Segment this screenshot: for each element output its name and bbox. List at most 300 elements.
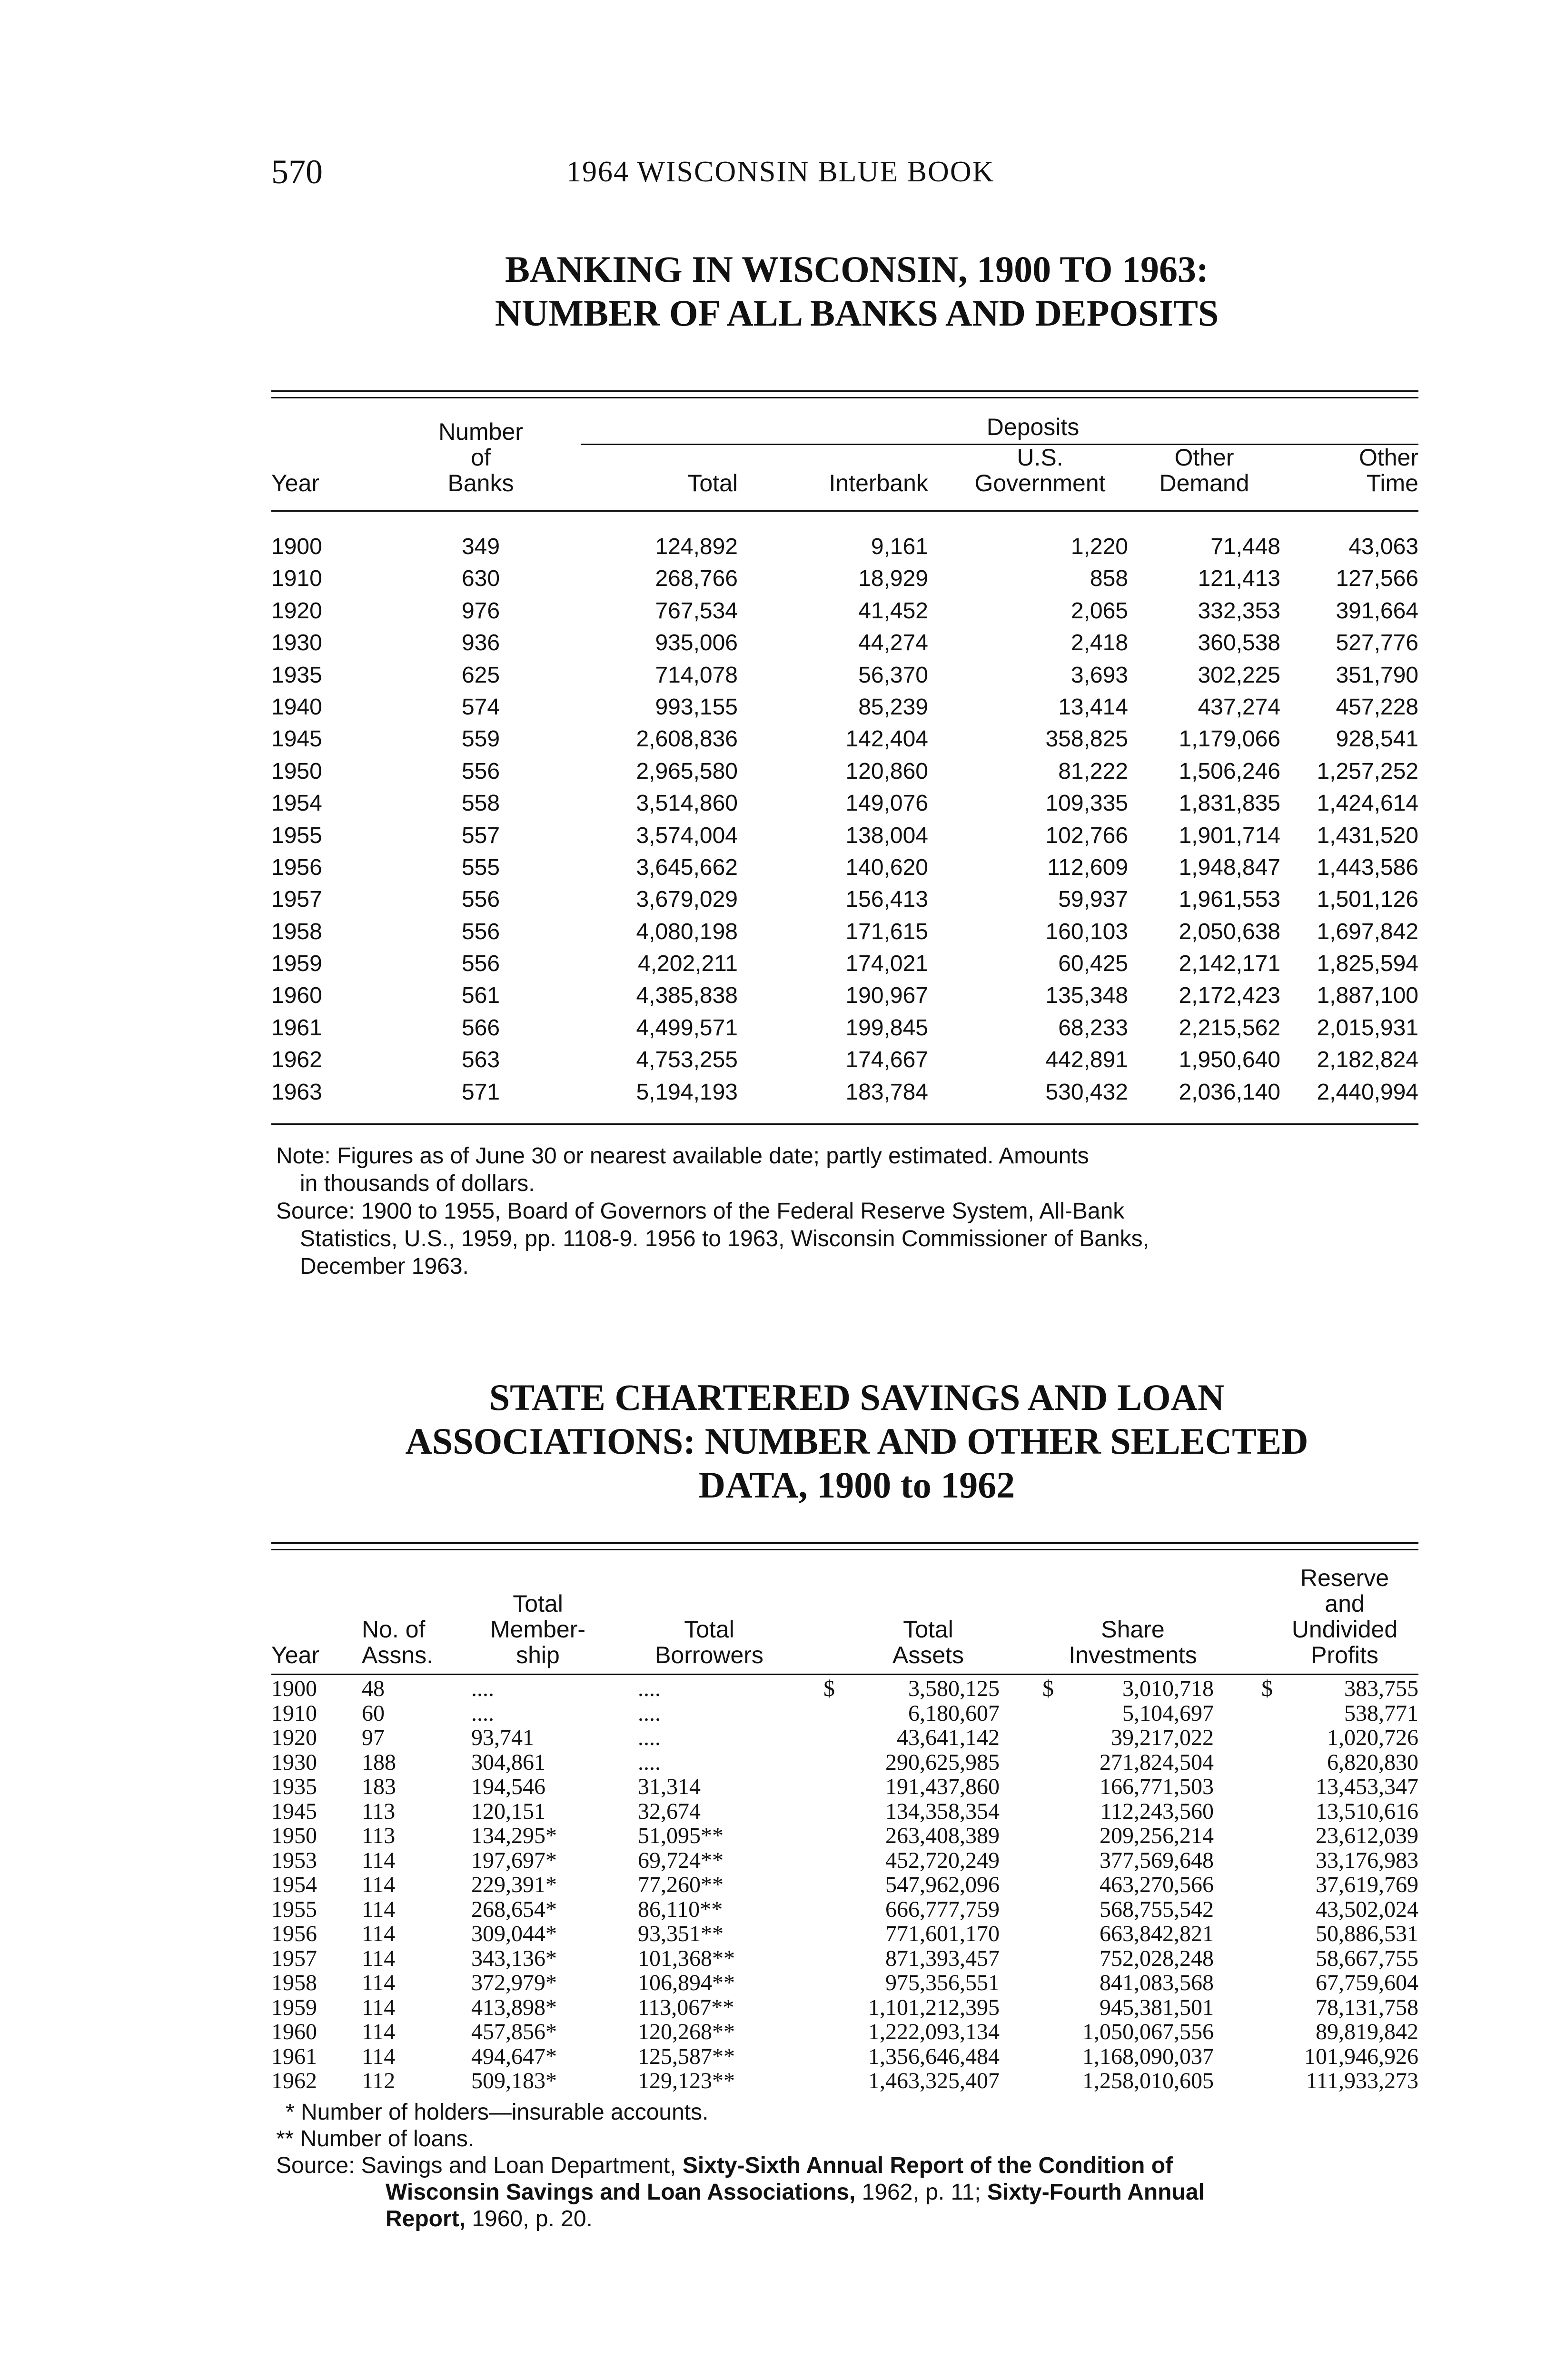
header-interbank: Interbank — [829, 470, 928, 496]
cell-share: 1,050,067,556 — [1082, 2019, 1214, 2044]
cell-assns: 114 — [362, 2019, 396, 2044]
cell-banks: 976 — [461, 598, 500, 624]
cell-banks: 566 — [461, 1015, 500, 1041]
cell-usgov: 2,418 — [1070, 630, 1128, 656]
page-number: 570 — [271, 153, 323, 191]
table-row — [271, 916, 1418, 948]
header2-share-1: Share — [1101, 1616, 1165, 1643]
cell-borrowers: .... — [638, 1749, 661, 1775]
source-line3: December 1963. — [300, 1254, 469, 1279]
cell-membership: 120,151 — [471, 1798, 545, 1824]
cell-demand: 2,142,171 — [1179, 951, 1280, 977]
cell-usgov: 112,609 — [1047, 854, 1128, 880]
cell-total: 5,194,193 — [636, 1079, 738, 1105]
cell-demand: 332,353 — [1198, 598, 1280, 624]
header-banks-2: of — [471, 444, 491, 471]
cell-banks: 574 — [461, 694, 500, 720]
table2-header — [271, 1566, 1418, 1673]
page-header — [271, 152, 1442, 195]
cell-interbank: 190,967 — [845, 983, 928, 1009]
cell-usgov: 160,103 — [1045, 919, 1128, 944]
cell-share: 166,771,503 — [1100, 1774, 1214, 1799]
cell-year: 1962 — [271, 1047, 322, 1073]
cell-interbank: 85,239 — [858, 694, 928, 720]
cell-membership: 494,647* — [471, 2043, 557, 2069]
cell-time: 2,015,931 — [1317, 1015, 1418, 1041]
header-demand-1: Other — [1174, 444, 1234, 471]
header2-borrowers-2: Borrowers — [655, 1642, 763, 1668]
note-line1: Note: Figures as of June 30 or nearest available date; partly estimated. Amounts — [276, 1143, 1089, 1169]
cell-usgov: 59,937 — [1058, 887, 1128, 912]
cell-borrowers: 77,260** — [638, 1872, 723, 1897]
source2-bold2: Wisconsin Savings and Loan Associations, — [386, 2180, 856, 2205]
cell-reserve: 58,667,755 — [1316, 1945, 1418, 1971]
cell-borrowers: 69,724** — [638, 1847, 723, 1873]
cell-year: 1962 — [271, 2068, 317, 2093]
cell-membership: 197,697* — [471, 1847, 557, 1873]
cell-year: 1910 — [271, 566, 322, 592]
cell-reserve: 13,453,347 — [1316, 1774, 1418, 1799]
cell-time: 1,257,252 — [1317, 758, 1418, 784]
cell-borrowers: 31,314 — [638, 1774, 701, 1799]
table1-title-line2: NUMBER OF ALL BANKS AND DEPOSITS — [495, 292, 1219, 334]
cell-reserve: 50,886,531 — [1316, 1921, 1418, 1946]
cell-total: 767,534 — [655, 598, 738, 624]
note-line2: in thousands of dollars. — [300, 1171, 535, 1196]
table2-title — [271, 1376, 1442, 1507]
cell-total: 993,155 — [655, 694, 738, 720]
header2-assns-2: Assns. — [362, 1642, 434, 1668]
header2-membership-3: ship — [516, 1642, 560, 1668]
cell-usgov: 81,222 — [1058, 758, 1128, 784]
cell-banks: 561 — [461, 983, 500, 1009]
header-deposits: Deposits — [986, 414, 1080, 440]
cell-year: 1935 — [271, 1774, 317, 1799]
cell-banks: 557 — [461, 823, 500, 848]
cell-total: 4,499,571 — [636, 1015, 738, 1041]
cell-year: 1920 — [271, 1725, 317, 1750]
cell-year: 1963 — [271, 1079, 322, 1105]
header2-assets-1: Total — [903, 1616, 953, 1643]
cell-year: 1957 — [271, 887, 322, 912]
table-row — [271, 595, 1418, 627]
cell-assns: 97 — [362, 1725, 385, 1750]
cell-interbank: 18,929 — [858, 566, 928, 592]
cell-time: 351,790 — [1336, 662, 1418, 688]
cell-banks: 630 — [461, 566, 500, 592]
table-row — [271, 755, 1418, 787]
cell-banks: 571 — [461, 1079, 500, 1105]
cell-membership: 304,861 — [471, 1749, 545, 1775]
cell-membership: 134,295* — [471, 1823, 557, 1848]
table-row — [271, 1799, 1418, 1824]
cell-membership: 372,979* — [471, 1970, 557, 1995]
cell-banks: 625 — [461, 662, 500, 688]
cell-interbank: 140,620 — [845, 854, 928, 880]
cell-year: 1945 — [271, 726, 322, 752]
cell-total: 3,574,004 — [636, 823, 738, 848]
cell-assns: 114 — [362, 1945, 396, 1971]
cell-interbank: 149,076 — [845, 791, 928, 816]
cell-interbank: 142,404 — [845, 726, 928, 752]
table-row — [271, 659, 1418, 691]
cell-banks: 563 — [461, 1047, 500, 1073]
cell-usgov: 2,065 — [1070, 598, 1128, 624]
table-row — [271, 1873, 1418, 1897]
cell-reserve: 67,759,604 — [1316, 1970, 1418, 1995]
cell-demand: 1,950,640 — [1179, 1047, 1280, 1073]
cell-time: 2,182,824 — [1317, 1047, 1418, 1073]
cell-year: 1955 — [271, 823, 322, 848]
table-row — [271, 627, 1418, 659]
header-banks-3: Banks — [447, 470, 514, 496]
table-row — [271, 1824, 1418, 1848]
cell-borrowers: 32,674 — [638, 1798, 701, 1824]
cell-share: 271,824,504 — [1100, 1749, 1214, 1775]
cell-total: 2,965,580 — [636, 758, 738, 784]
cell-assets: 290,625,985 — [885, 1749, 1000, 1775]
cell-year: 1930 — [271, 1749, 317, 1775]
cell-membership: 509,183* — [471, 2068, 557, 2093]
cell-assets: 1,222,093,134 — [868, 2019, 1000, 2044]
header2-reserve-4: Profits — [1311, 1642, 1378, 1668]
cell-banks: 556 — [461, 758, 500, 784]
table-row — [271, 948, 1418, 980]
cell-banks: 558 — [461, 791, 500, 816]
cell-year: 1958 — [271, 919, 322, 944]
table-row — [271, 980, 1418, 1012]
cell-borrowers: 51,095** — [638, 1823, 723, 1848]
cell-usgov: 3,693 — [1070, 662, 1128, 688]
cell-time: 127,566 — [1336, 566, 1418, 592]
cell-interbank: 171,615 — [845, 919, 928, 944]
cell-demand: 1,506,246 — [1179, 758, 1280, 784]
table-row — [271, 531, 1418, 563]
header-total: Total — [687, 470, 738, 496]
book-title: 1964 WISCONSIN BLUE BOOK — [566, 156, 995, 188]
footnote-2: ** Number of loans. — [276, 2126, 475, 2152]
cell-share: 463,270,566 — [1100, 1872, 1214, 1897]
table1-title — [271, 248, 1442, 335]
cell-time: 1,501,126 — [1317, 887, 1418, 912]
cell-year: 1957 — [271, 1945, 317, 1971]
cell-membership: .... — [471, 1700, 494, 1726]
cell-share: 112,243,560 — [1100, 1798, 1214, 1824]
cell-banks: 556 — [461, 951, 500, 977]
cell-year: 1959 — [271, 951, 322, 977]
cell-reserve: 78,131,758 — [1316, 1994, 1418, 2020]
cell-reserve: 101,946,926 — [1304, 2043, 1418, 2069]
cell-borrowers: 106,894** — [638, 1970, 735, 1995]
source2-bold1: Sixty-Sixth Annual Report of the Condition of — [682, 2153, 1173, 2178]
cell-reserve: 23,612,039 — [1316, 1823, 1418, 1848]
cell-assets: 263,408,389 — [885, 1823, 1000, 1848]
header2-reserve-2: and — [1325, 1590, 1365, 1617]
cell-demand: 2,036,140 — [1179, 1079, 1280, 1105]
cell-reserve: 37,619,769 — [1316, 1872, 1418, 1897]
source2-line2 — [276, 2179, 1418, 2206]
cell-year: 1954 — [271, 791, 322, 816]
source-line2: Statistics, U.S., 1959, pp. 1108-9. 1956 to 1963, Wisconsin Commissioner of Banks, — [300, 1226, 1149, 1251]
table-row — [271, 1897, 1418, 1922]
cell-assets: 3,580,125 — [908, 1676, 1000, 1701]
cell-share: 1,258,010,605 — [1082, 2068, 1214, 2093]
cell-time: 1,887,100 — [1317, 983, 1418, 1009]
cell-interbank: 41,452 — [858, 598, 928, 624]
cell-reserve: 13,510,616 — [1316, 1798, 1418, 1824]
table-row — [271, 1848, 1418, 1873]
table2-title-line3: DATA, 1900 to 1962 — [698, 1464, 1015, 1506]
cell-assets: 771,601,170 — [885, 1921, 1000, 1946]
cell-usgov: 858 — [1090, 566, 1128, 592]
cell-total: 4,385,838 — [636, 983, 738, 1009]
cell-time: 527,776 — [1336, 630, 1418, 656]
cell-demand: 1,901,714 — [1179, 823, 1280, 848]
footnote-1: * Number of holders—insurable accounts. — [286, 2100, 709, 2125]
header-year: Year — [271, 470, 320, 496]
table2-body — [271, 1676, 1418, 2093]
cell-share: 752,028,248 — [1100, 1945, 1214, 1971]
cell-year: 1945 — [271, 1798, 317, 1824]
cell-assets: 1,463,325,407 — [868, 2068, 1000, 2093]
cell-interbank: 174,021 — [845, 951, 928, 977]
cell-usgov: 442,891 — [1045, 1047, 1128, 1073]
cell-membership: 194,546 — [471, 1774, 545, 1799]
cell-year: 1950 — [271, 758, 322, 784]
table-row — [271, 1701, 1418, 1726]
cell-year: 1958 — [271, 1970, 317, 1995]
cell-time: 1,697,842 — [1317, 919, 1418, 944]
cell-usgov: 68,233 — [1058, 1015, 1128, 1041]
cell-membership: 268,654* — [471, 1896, 557, 1922]
cell-demand: 437,274 — [1198, 694, 1280, 720]
source2-mid: 1962, p. 11; — [855, 2180, 987, 2205]
table1-top-rule-2 — [271, 397, 1418, 398]
cell-usgov: 135,348 — [1045, 983, 1128, 1009]
cell-interbank: 120,860 — [845, 758, 928, 784]
table-row — [271, 1726, 1418, 1750]
cell-year: 1930 — [271, 630, 322, 656]
table-row — [271, 1946, 1418, 1971]
cell-banks: 556 — [461, 919, 500, 944]
cell-assets: 1,356,646,484 — [868, 2043, 1000, 2069]
cell-demand: 2,215,562 — [1179, 1015, 1280, 1041]
cell-demand: 1,179,066 — [1179, 726, 1280, 752]
cell-interbank: 44,274 — [858, 630, 928, 656]
header2-share-2: Investments — [1069, 1642, 1197, 1668]
table-row — [271, 852, 1418, 883]
cell-demand: 2,172,423 — [1179, 983, 1280, 1009]
cell-share: 1,168,090,037 — [1082, 2043, 1214, 2069]
dollar-sign: $ — [1042, 1676, 1054, 1701]
cell-borrowers: 101,368** — [638, 1945, 735, 1971]
table-row — [271, 691, 1418, 723]
dollar-sign: $ — [823, 1676, 835, 1701]
cell-share: 3,010,718 — [1122, 1676, 1214, 1701]
cell-share: 945,381,501 — [1100, 1994, 1214, 2020]
table-row — [271, 1775, 1418, 1799]
cell-demand: 1,831,835 — [1179, 791, 1280, 816]
header-banks-1: Number — [438, 418, 523, 445]
cell-assns: 113 — [362, 1798, 396, 1824]
cell-assns: 114 — [362, 2043, 396, 2069]
header2-membership-1: Total — [513, 1590, 563, 1617]
cell-year: 1956 — [271, 854, 322, 880]
cell-year: 1950 — [271, 1823, 317, 1848]
header2-assns-1: No. of — [362, 1616, 426, 1643]
cell-reserve: 383,755 — [1344, 1676, 1418, 1701]
source2-line3 — [276, 2206, 1418, 2232]
cell-usgov: 102,766 — [1045, 823, 1128, 848]
cell-demand: 302,225 — [1198, 662, 1280, 688]
table-row — [271, 1995, 1418, 2020]
cell-time: 457,228 — [1336, 694, 1418, 720]
table2-top-rule-2 — [271, 1549, 1418, 1550]
source2-line1 — [276, 2152, 1418, 2179]
cell-assets: 871,393,457 — [885, 1945, 1000, 1971]
table-row — [271, 2020, 1418, 2044]
cell-share: 663,842,821 — [1100, 1921, 1214, 1946]
table-row — [271, 787, 1418, 819]
table-row — [271, 1076, 1418, 1108]
cell-demand: 1,948,847 — [1179, 854, 1280, 880]
cell-membership: .... — [471, 1676, 494, 1701]
cell-share: 377,569,648 — [1100, 1847, 1214, 1873]
cell-share: 39,217,022 — [1111, 1725, 1214, 1750]
cell-total: 935,006 — [655, 630, 738, 656]
cell-demand: 71,448 — [1210, 534, 1280, 559]
cell-usgov: 13,414 — [1058, 694, 1128, 720]
cell-borrowers: 129,123** — [638, 2068, 735, 2093]
cell-assns: 60 — [362, 1700, 385, 1726]
table-row — [271, 820, 1418, 852]
table2-notes — [276, 2099, 1418, 2232]
cell-year: 1953 — [271, 1847, 317, 1873]
cell-interbank: 9,161 — [871, 534, 928, 559]
cell-borrowers: 86,110** — [638, 1896, 723, 1922]
cell-total: 4,080,198 — [636, 919, 738, 944]
cell-time: 43,063 — [1348, 534, 1418, 559]
cell-interbank: 156,413 — [845, 887, 928, 912]
cell-year: 1900 — [271, 534, 322, 559]
cell-assets: 134,358,354 — [885, 1798, 1000, 1824]
table1-title-line1: BANKING IN WISCONSIN, 1900 TO 1963: — [505, 248, 1209, 290]
source-line1: Source: 1900 to 1955, Board of Governors of the Federal Reserve System, All-Bank — [276, 1199, 1125, 1224]
cell-share: 209,256,214 — [1100, 1823, 1214, 1848]
header-demand-2: Demand — [1159, 470, 1249, 496]
cell-time: 2,440,994 — [1317, 1079, 1418, 1105]
cell-assets: 6,180,607 — [908, 1700, 1000, 1726]
cell-demand: 1,961,553 — [1179, 887, 1280, 912]
table2-top-rule — [271, 1542, 1418, 1544]
header-usgov-1: U.S. — [1017, 444, 1063, 471]
header-time-2: Time — [1366, 470, 1418, 496]
table-row — [271, 723, 1418, 755]
cell-total: 714,078 — [655, 662, 738, 688]
cell-usgov: 60,425 — [1058, 951, 1128, 977]
header-usgov-2: Government — [974, 470, 1106, 496]
table-row — [271, 1044, 1418, 1076]
cell-share: 568,755,542 — [1100, 1896, 1214, 1922]
cell-membership: 457,856* — [471, 2019, 557, 2044]
cell-share: 5,104,697 — [1122, 1700, 1214, 1726]
cell-borrowers: 125,587** — [638, 2043, 735, 2069]
cell-usgov: 358,825 — [1045, 726, 1128, 752]
header2-borrowers-1: Total — [684, 1616, 734, 1643]
cell-total: 3,514,860 — [636, 791, 738, 816]
cell-year: 1940 — [271, 694, 322, 720]
table2-title-line2: ASSOCIATIONS: NUMBER AND OTHER SELECTED — [405, 1420, 1308, 1462]
cell-total: 3,679,029 — [636, 887, 738, 912]
cell-total: 124,892 — [655, 534, 738, 559]
cell-year: 1960 — [271, 2019, 317, 2044]
source2-bold4: Report, — [386, 2206, 466, 2231]
cell-interbank: 199,845 — [845, 1015, 928, 1041]
table2-title-line1: STATE CHARTERED SAVINGS AND LOAN — [489, 1377, 1225, 1418]
cell-total: 268,766 — [655, 566, 738, 592]
cell-demand: 2,050,638 — [1179, 919, 1280, 944]
table1-body — [271, 531, 1418, 1108]
header-time-1: Other — [1358, 444, 1418, 471]
cell-total: 2,608,836 — [636, 726, 738, 752]
table1-top-rule — [271, 390, 1418, 392]
cell-borrowers: 113,067** — [638, 1994, 734, 2020]
table-row — [271, 883, 1418, 915]
table-row — [271, 1971, 1418, 1995]
cell-assns: 114 — [362, 1896, 396, 1922]
cell-time: 391,664 — [1336, 598, 1418, 624]
cell-year: 1935 — [271, 662, 322, 688]
cell-assns: 114 — [362, 1847, 396, 1873]
cell-banks: 559 — [461, 726, 500, 752]
cell-assns: 183 — [362, 1774, 396, 1799]
source2-end: 1960, p. 20. — [466, 2206, 593, 2231]
cell-year: 1954 — [271, 1872, 317, 1897]
cell-time: 1,424,614 — [1317, 791, 1418, 816]
cell-year: 1956 — [271, 1921, 317, 1946]
header2-reserve-1: Reserve — [1300, 1565, 1389, 1591]
table2-header-rule — [271, 1674, 1418, 1675]
cell-banks: 936 — [461, 630, 500, 656]
cell-year: 1961 — [271, 2043, 317, 2069]
cell-usgov: 530,432 — [1045, 1079, 1128, 1105]
cell-interbank: 183,784 — [845, 1079, 928, 1105]
cell-total: 4,753,255 — [636, 1047, 738, 1073]
cell-reserve: 33,176,983 — [1316, 1847, 1418, 1873]
cell-assns: 188 — [362, 1749, 396, 1775]
cell-total: 3,645,662 — [636, 854, 738, 880]
cell-assets: 191,437,860 — [885, 1774, 1000, 1799]
cell-assets: 43,641,142 — [897, 1725, 1000, 1750]
cell-banks: 555 — [461, 854, 500, 880]
cell-reserve: 111,933,273 — [1306, 2068, 1418, 2093]
header2-reserve-3: Undivided — [1291, 1616, 1398, 1643]
cell-assets: 1,101,212,395 — [868, 1994, 1000, 2020]
cell-reserve: 89,819,842 — [1316, 2019, 1418, 2044]
header2-assets-2: Assets — [892, 1642, 964, 1668]
table-row — [271, 1750, 1418, 1775]
cell-assns: 113 — [362, 1823, 396, 1848]
cell-reserve: 43,502,024 — [1316, 1896, 1418, 1922]
cell-reserve: 538,771 — [1344, 1700, 1418, 1726]
source2-prefix: Source: Savings and Loan Department, — [276, 2153, 683, 2178]
cell-assns: 48 — [362, 1676, 385, 1701]
cell-time: 928,541 — [1336, 726, 1418, 752]
cell-share: 841,083,568 — [1100, 1970, 1214, 1995]
cell-borrowers: .... — [638, 1725, 661, 1750]
table1-notes — [276, 1142, 1418, 1280]
table-row — [271, 1676, 1418, 1701]
